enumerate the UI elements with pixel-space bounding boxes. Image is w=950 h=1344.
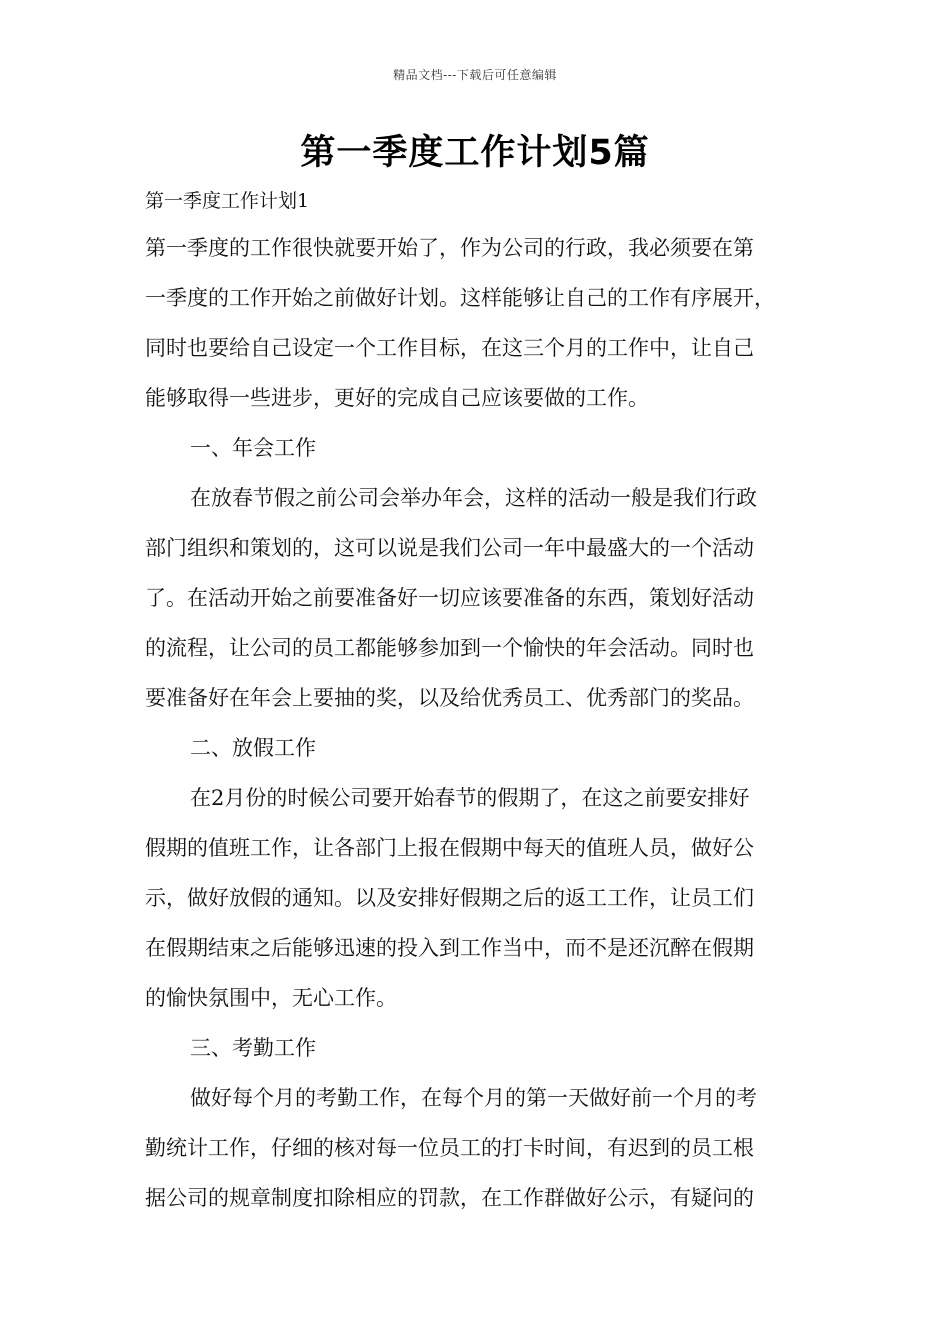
paragraph-line: 在放春节假之前公司会举办年会，这样的活动一般是我们行政 (190, 486, 757, 510)
paragraph-line: 做好每个月的考勤工作，在每个月的第一天做好前一个月的考 (190, 1086, 757, 1110)
paragraph-line: 勤统计工作，仔细的核对每一位员工的打卡时间，有迟到的员工根 (145, 1136, 754, 1160)
header-note: 精品文档---下载后可任意编辑 (393, 68, 557, 82)
intro-line: 同时也要给自己设定一个工作目标，在这三个月的工作中，让自己 (145, 336, 754, 360)
paragraph-line: 的流程，让公司的员工都能够参加到一个愉快的年会活动。同时也 (145, 636, 754, 660)
section-heading-holiday: 二、放假工作 (190, 736, 316, 760)
paragraph-line: 了。在活动开始之前要准备好一切应该要准备的东西，策划好活动 (145, 586, 754, 610)
paragraph-line: 的愉快氛围中，无心工作。 (145, 986, 397, 1010)
section-heading-annual-meeting: 一、年会工作 (190, 436, 316, 460)
paragraph-line: 在2月份的时候公司要开始春节的假期了，在这之前要安排好 (190, 786, 750, 810)
paragraph-line: 部门组织和策划的，这可以说是我们公司一年中最盛大的一个活动 (145, 536, 754, 560)
intro-line: 第一季度的工作很快就要开始了，作为公司的行政，我必须要在第 (145, 236, 754, 260)
intro-line: 一季度的工作开始之前做好计划。这样能够让自己的工作有序展开， (145, 286, 775, 310)
intro-line: 能够取得一些进步，更好的完成自己应该要做的工作。 (145, 386, 649, 410)
plan-subtitle: 第一季度工作计划1 (145, 190, 310, 212)
paragraph-line: 示，做好放假的通知。以及安排好假期之后的返工工作，让员工们 (145, 886, 754, 910)
document-body (145, 179, 817, 1223)
document-title: 第一季度工作计划5篇 (300, 133, 650, 173)
section-heading-attendance: 三、考勤工作 (190, 1036, 316, 1060)
paragraph-line: 假期的值班工作，让各部门上报在假期中每天的值班人员，做好公 (145, 836, 754, 860)
paragraph-line: 在假期结束之后能够迅速的投入到工作当中，而不是还沉醉在假期 (145, 936, 754, 960)
paragraph-line: 要准备好在年会上要抽的奖，以及给优秀员工、优秀部门的奖品。 (145, 686, 754, 710)
paragraph-line: 据公司的规章制度扣除相应的罚款，在工作群做好公示，有疑问的 (145, 1186, 754, 1210)
